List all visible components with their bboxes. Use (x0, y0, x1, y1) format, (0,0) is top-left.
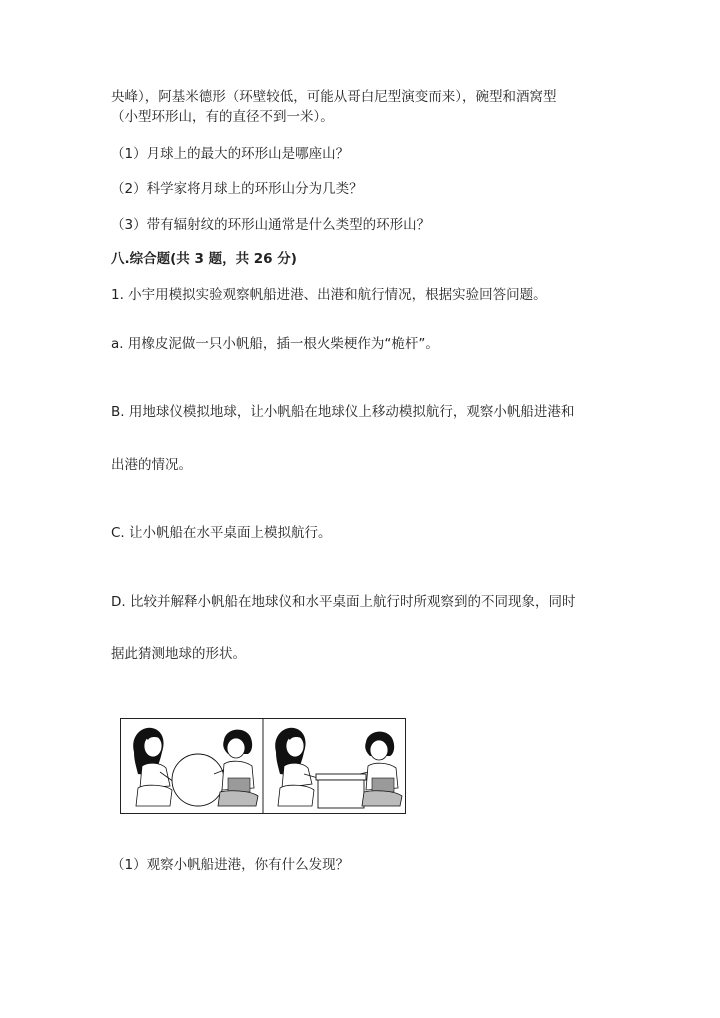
question-2-1: （1）观察小帆船进港，你有什么发现？ (111, 857, 350, 873)
step-d-line-2: 据此猜测地球的形状。 (111, 646, 246, 662)
step-b-line-1: B. 用地球仪模拟地球，让小帆船在地球仪上移动模拟航行，观察小帆船进港和 (111, 404, 575, 420)
step-a: a. 用橡皮泥做一只小帆船，插一根火柴梗作为“桅杆”。 (111, 336, 439, 352)
step-b-line-2: 出港的情况。 (111, 457, 192, 473)
section-heading: 八.综合题(共 3 题，共 26 分) (111, 251, 297, 267)
step-c: C. 让小帆船在水平桌面上模拟航行。 (111, 525, 332, 541)
question-1-1: （1）月球上的最大的环形山是哪座山？ (111, 146, 350, 162)
intro-line-2: （小型环形山，有的直径不到一米）。 (111, 109, 334, 125)
intro-line-1: 央峰），阿基米德形（环壁较低，可能从哥白尼型演变而来），碗型和酒窝型 (111, 89, 557, 105)
problem-intro: 1. 小宇用模拟实验观察帆船进港、出港和航行情况，根据实验回答问题。 (111, 287, 547, 303)
step-d-line-1: D. 比较并解释小帆船在地球仪和水平桌面上航行时所观察到的不同现象，同时 (111, 594, 576, 610)
question-1-2: （2）科学家将月球上的环形山分为几类？ (111, 181, 363, 197)
experiment-illustration (120, 718, 406, 814)
question-1-3: （3）带有辐射纹的环形山通常是什么类型的环形山？ (111, 217, 431, 233)
experiment-illustration-svg (120, 718, 406, 814)
